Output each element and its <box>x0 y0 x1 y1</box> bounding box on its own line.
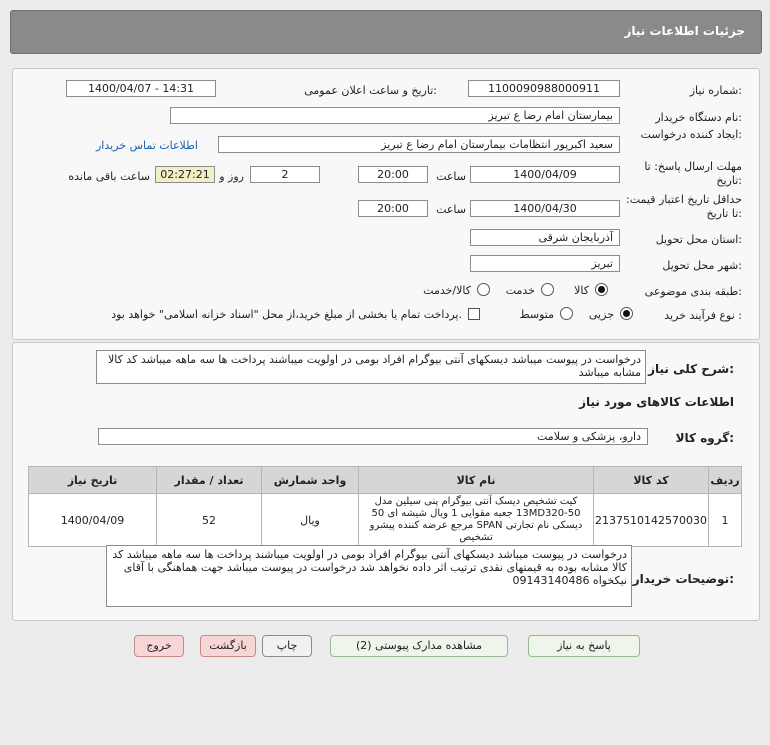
goods-table <box>28 466 742 547</box>
reply-deadline-label: مهلت ارسال پاسخ: تا تاریخ: <box>644 160 742 187</box>
process-medium-label: متوسط <box>519 308 554 321</box>
buyer-notes-text: درخواست در پیوست میباشد دیسکهای آنتی بیوگرام افراد بومی در اولویت میباشند پرداخت ها سه ماهه میباشد کد کالا مشابه بوده به قیمتهای نقدی ترتیب اثر داده نخواهد شد درخواست در پیوست میباشد جهت هماهنگی با آقای نیکخواه 09143140486 <box>106 545 632 607</box>
validity-time-field: 20:00 <box>358 200 428 217</box>
validity-date-field: 1400/04/30 <box>470 200 620 217</box>
buyer-org-label: نام دستگاه خریدار: <box>655 111 742 124</box>
creator-label: ایجاد کننده درخواست: <box>640 128 742 141</box>
col-name: نام کالا <box>359 467 594 494</box>
row-name: کیت تشخیص دیسک آنتی بیوگرام پنی سیلین مدل 13MD320-50 جعبه مقوایی 1 ویال شیشه ای 50 دیسکی نام تجارتی SPAN مرجع عرضه کننده پیشرو تشخیص <box>359 494 594 547</box>
category-goods-service-label: کالا/خدمت <box>423 284 471 297</box>
category-label: طبقه بندی موضوعی: <box>644 285 742 298</box>
process-label: نوع فرآیند خرید : <box>664 309 742 322</box>
days-field: 2 <box>250 166 320 183</box>
process-medium-radio[interactable] <box>560 307 573 320</box>
province-field: آذربایجان شرقی <box>470 229 620 246</box>
page-title: جزئیات اطلاعات نیاز <box>624 24 745 38</box>
category-service-radio[interactable] <box>541 283 554 296</box>
city-label: شهر محل تحویل: <box>662 259 742 272</box>
reply-button[interactable]: پاسخ به نیاز <box>528 635 640 657</box>
col-unit: واحد شمارش <box>262 467 359 494</box>
category-service-label: خدمت <box>505 284 535 297</box>
summary-label: شرح کلی نیاز: <box>648 362 734 376</box>
announce-date-label: تاریخ و ساعت اعلان عمومی: <box>304 84 437 97</box>
reply-time-label: ساعت <box>436 170 466 183</box>
announce-date-field: 1400/04/07 - 14:31 <box>66 80 216 97</box>
city-field: تبریز <box>470 255 620 272</box>
buyer-notes-label: توضیحات خریدار: <box>632 572 734 586</box>
treasury-payment-checkbox[interactable] <box>468 308 480 320</box>
remaining-timer: 02:27:21 <box>155 166 215 183</box>
row-date: 1400/04/09 <box>29 494 157 547</box>
goods-group-field: دارو، پزشکی و سلامت <box>98 428 648 445</box>
reply-time-field: 20:00 <box>358 166 428 183</box>
buyer-org-field: بیمارستان امام رضا ع تبریز <box>170 107 620 124</box>
days-label: روز و <box>219 170 244 183</box>
category-goods-service-radio[interactable] <box>477 283 490 296</box>
process-minor-radio[interactable] <box>620 307 633 320</box>
validity-time-label: ساعت <box>436 203 466 216</box>
goods-section-title: اطلاعات کالاهای مورد نیاز <box>579 395 734 409</box>
col-qty: تعداد / مقدار <box>157 467 262 494</box>
row-index: 1 <box>709 494 742 547</box>
remaining-label: ساعت باقی مانده <box>68 170 150 183</box>
buyer-contact-link[interactable]: اطلاعات تماس خریدار <box>96 139 198 152</box>
process-minor-label: جزیی <box>588 308 614 321</box>
need-number-label: شماره نیاز: <box>689 84 742 97</box>
table-row[interactable] <box>29 494 742 547</box>
reply-date-field: 1400/04/09 <box>470 166 620 183</box>
col-index: ردیف <box>709 467 742 494</box>
back-button[interactable]: بازگشت <box>200 635 256 657</box>
print-button[interactable]: چاپ <box>262 635 312 657</box>
exit-button[interactable]: خروج <box>134 635 184 657</box>
row-code: 2137510142570030 <box>594 494 709 547</box>
province-label: استان محل تحویل: <box>655 233 742 246</box>
category-goods-label: کالا <box>574 284 589 297</box>
row-qty: 52 <box>157 494 262 547</box>
category-goods-radio[interactable] <box>595 283 608 296</box>
need-number-field: 1100090988000911 <box>468 80 620 97</box>
col-date: تاریخ نیاز <box>29 467 157 494</box>
page-header <box>10 10 762 54</box>
treasury-payment-note: پرداخت تمام یا بخشی از مبلغ خرید،از محل "اسناد خزانه اسلامی" خواهد بود. <box>111 308 462 321</box>
creator-field: سعید اکبرپور انتظامات بیمارستان امام رضا ع تبریز <box>218 136 620 153</box>
col-code: کد کالا <box>594 467 709 494</box>
row-unit: ویال <box>262 494 359 547</box>
attachments-button[interactable]: مشاهده مدارک پیوستی (2) <box>330 635 508 657</box>
price-validity-label: حداقل تاریخ اعتبار قیمت: تا تاریخ: <box>626 193 742 220</box>
summary-text: درخواست در پیوست میباشد دیسکهای آنتی بیوگرام افراد بومی در اولویت میباشند پرداخت ها سه ماهه میباشد کد کالا مشابه میباشد <box>96 350 646 384</box>
table-header-row <box>29 467 742 494</box>
goods-group-label: گروه کالا: <box>675 431 734 445</box>
